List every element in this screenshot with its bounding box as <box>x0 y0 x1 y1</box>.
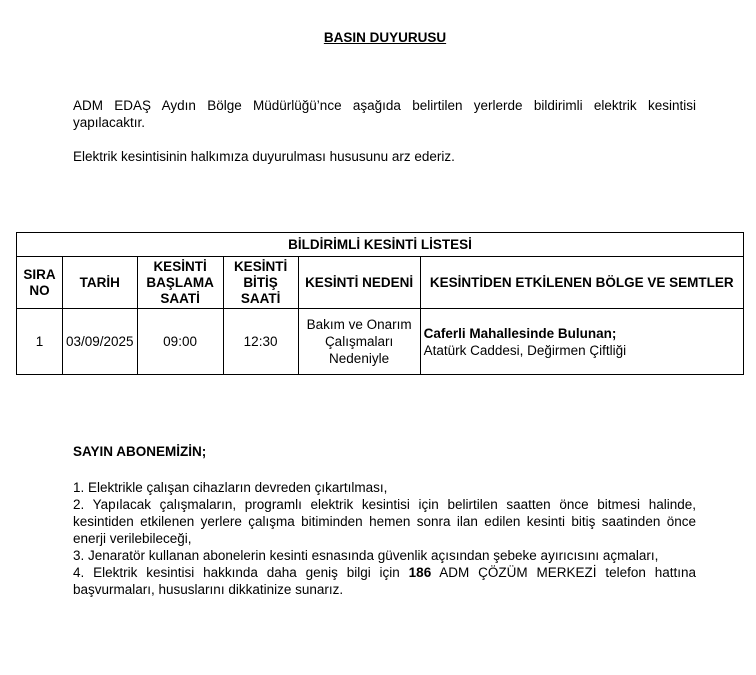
notice-title: SAYIN ABONEMİZİN; <box>73 444 207 459</box>
header-neden: KESİNTİ NEDENİ <box>298 257 420 309</box>
cell-bolge <box>420 309 743 375</box>
list-item: 3. Jenaratör kullanan abonelerin kesinti esnasında güvenlik açısından şebeke ayırıcısını açmaları, <box>73 548 659 563</box>
item4-after: ADM ÇÖZÜM MERKEZİ telefon hattına başvurmaları, hususlarını dikkatinize sunarız. <box>73 565 696 597</box>
list-item: 2. Yapılacak çalışmaların, programlı elektrik kesintisi için belirtilen saatten önce bitmesi halinde, kesintiden etkilenen yerlere çalışma bitiminden hemen sonra ilan edilen kesinti bitiş saatinden önce enerji verilebileceği, <box>73 497 696 546</box>
header-bolge: KESİNTİDEN ETKİLENEN BÖLGE VE SEMTLER <box>420 257 743 309</box>
cell-sira: 1 <box>17 309 63 375</box>
call-center-number: 186 <box>408 565 432 580</box>
cell-bitis: 12:30 <box>223 309 298 375</box>
header-bitis: KESİNTİ BİTİŞ SAATİ <box>223 257 298 309</box>
document-title: BASIN DUYURUSU <box>323 30 447 45</box>
intro-paragraph: ADM EDAŞ Aydın Bölge Müdürlüğü’nce aşağıda belirtilen yerlerde bildirimli elektrik kesintisi yapılacaktır. <box>73 98 696 130</box>
region-detail: Atatürk Caddesi, Değirmen Çiftliği <box>423 342 627 358</box>
notice-list <box>73 479 696 598</box>
table-caption: BİLDİRİMLİ KESİNTİ LİSTESİ <box>17 233 744 257</box>
closing-paragraph: Elektrik kesintisinin halkımıza duyurulması hususunu arz ederiz. <box>73 149 455 164</box>
cell-neden: Bakım ve Onarım Çalışmaları Nedeniyle <box>298 309 420 375</box>
item4-before: 4. Elektrik kesintisi hakkında daha geniş bilgi için <box>73 565 409 580</box>
header-baslama: KESİNTİ BAŞLAMA SAATİ <box>137 257 223 309</box>
cell-baslama: 09:00 <box>137 309 223 375</box>
list-item <box>73 564 696 598</box>
region-title: Caferli Mahallesinde Bulunan; <box>423 325 617 341</box>
cell-tarih: 03/09/2025 <box>63 309 138 375</box>
table-header-row <box>17 257 744 309</box>
table-row <box>17 309 744 375</box>
header-tarih: TARİH <box>63 257 138 309</box>
outage-table <box>16 232 744 375</box>
header-sira-no: SIRA NO <box>17 257 63 309</box>
list-item: 1. Elektrikle çalışan cihazların devreden çıkartılması, <box>73 480 388 495</box>
